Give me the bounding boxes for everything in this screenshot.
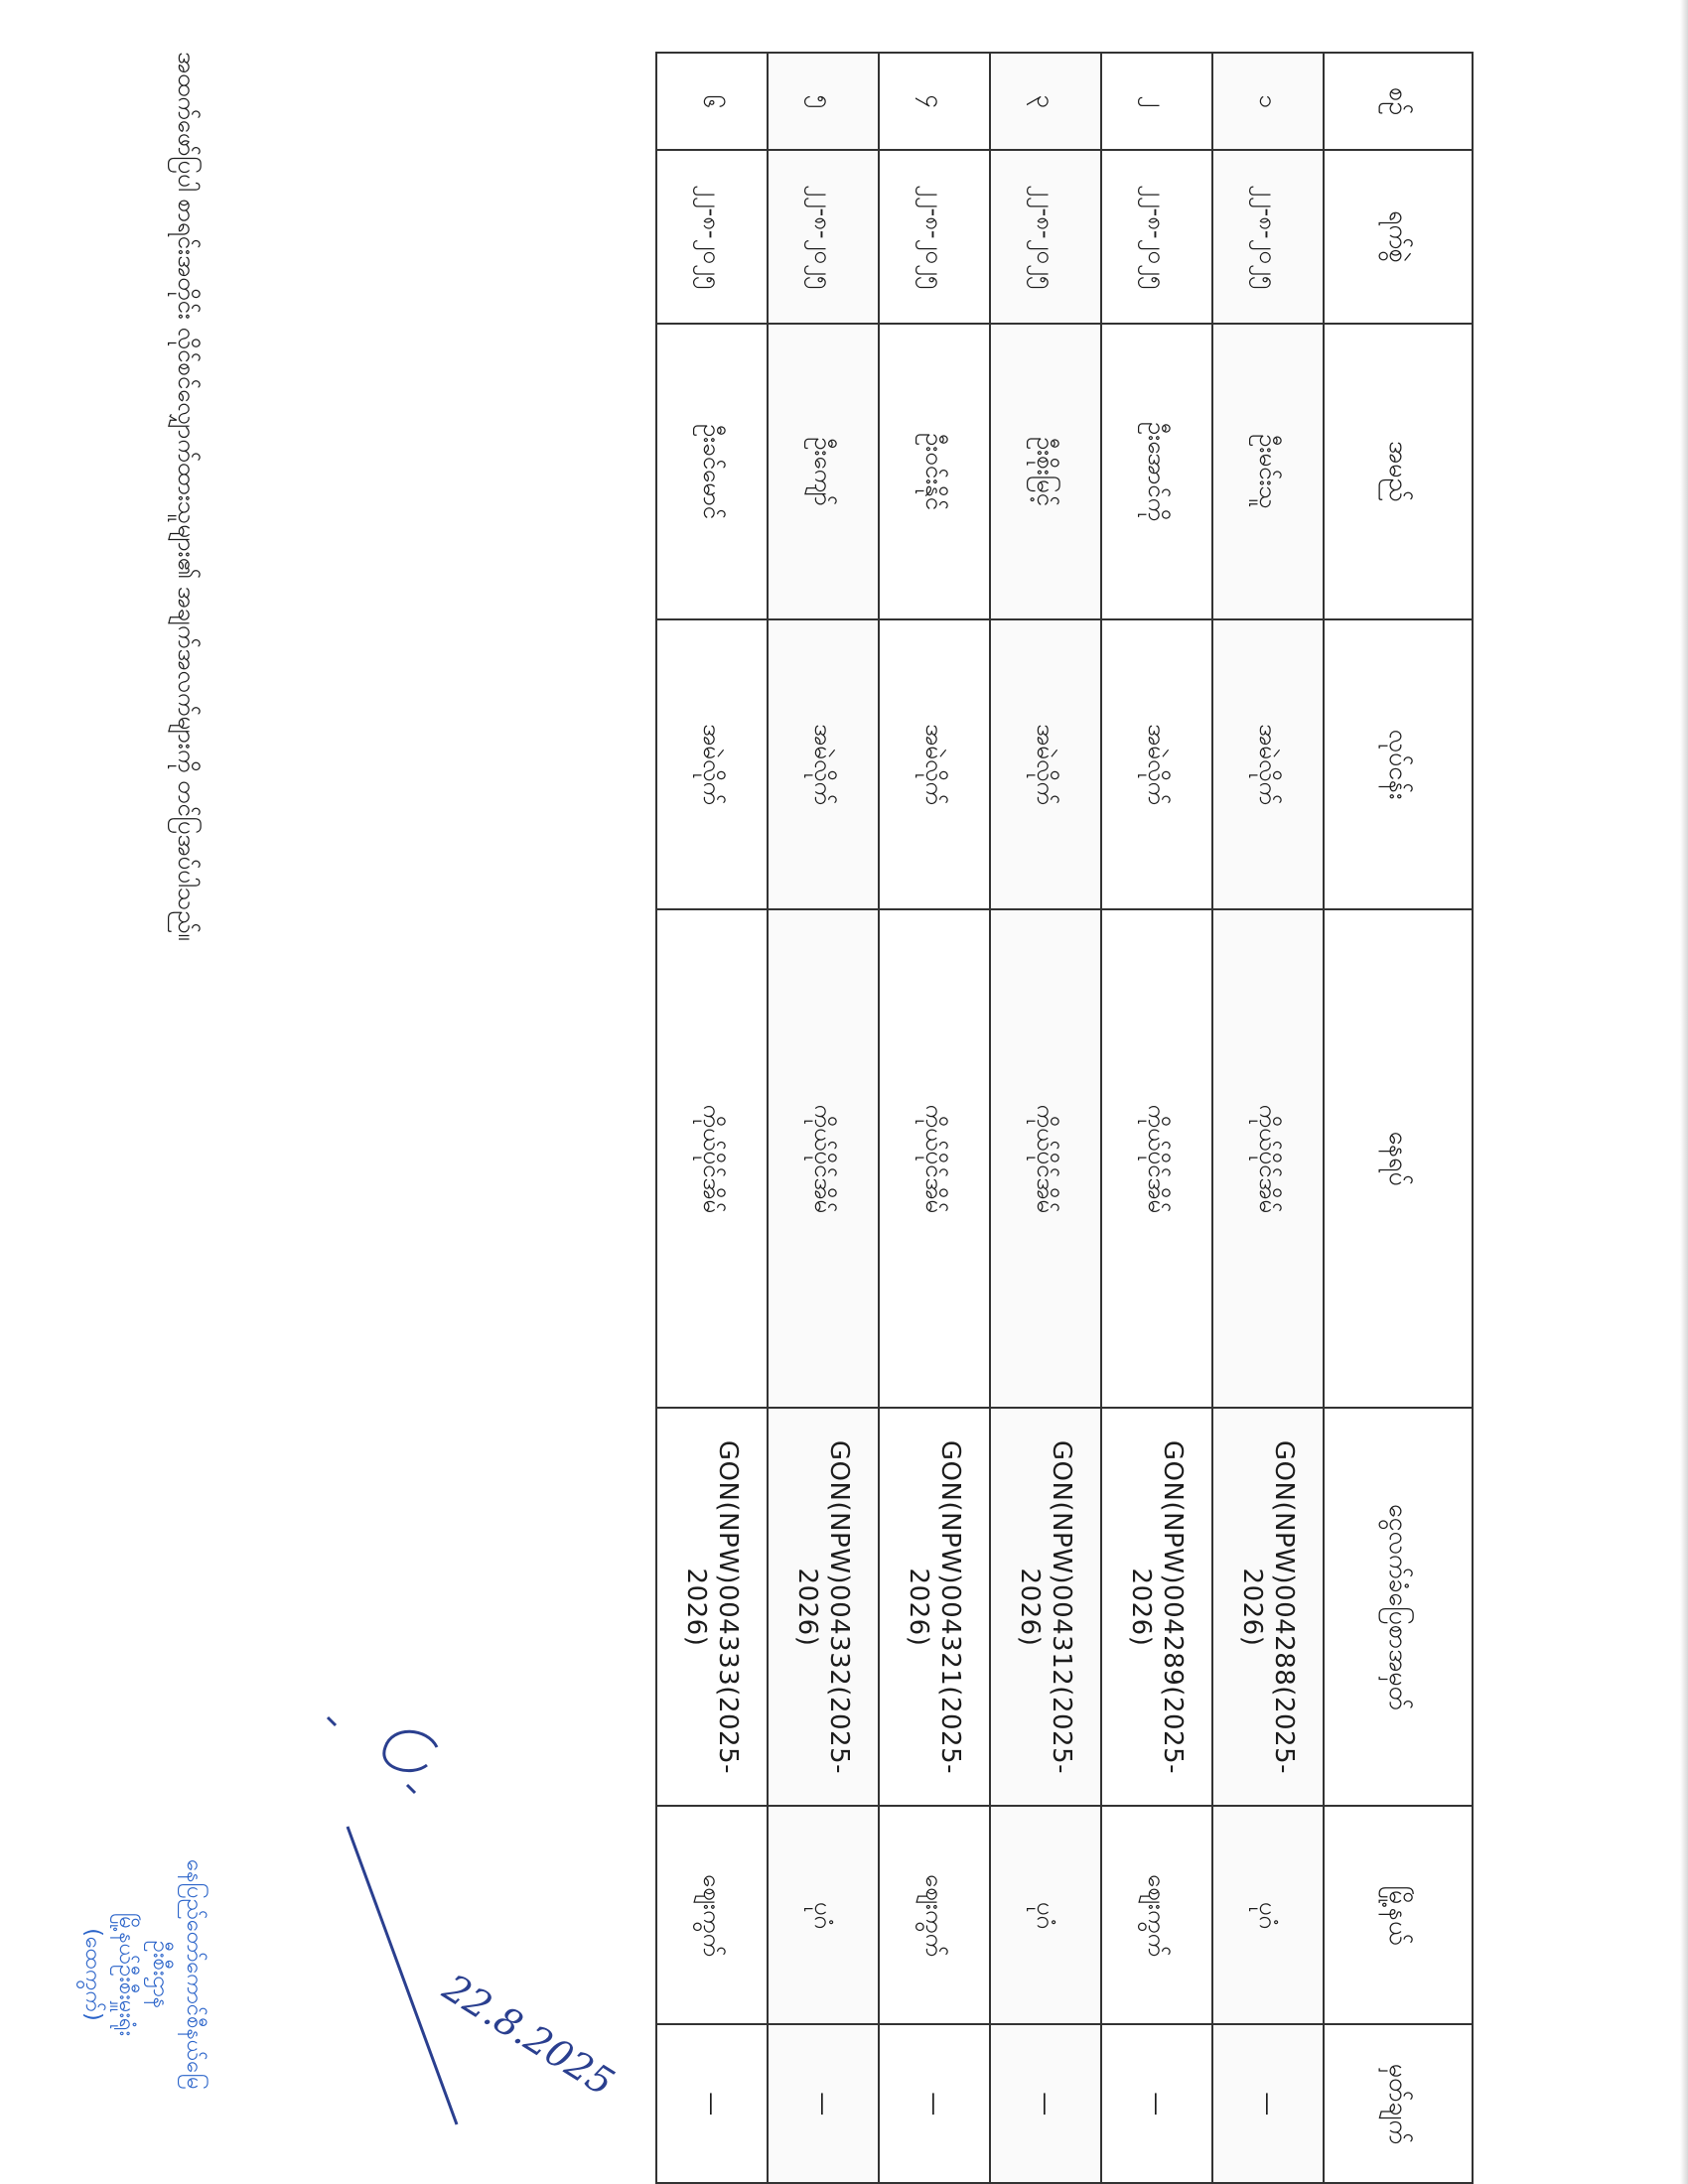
cell-name: ဦးကျော် [768,324,879,619]
cell-remark: — [1212,2024,1324,2183]
cell-township: ဈေးကွက် [656,1806,768,2024]
header-type: လုပ်ငန်း [1324,619,1473,909]
table-header-row [1324,53,1473,2183]
registration-table [655,52,1474,2184]
cell-name: ဦးခင်မောင် [656,324,768,619]
cell-no: ၆ [656,53,768,150]
cell-license: GON(NPW)004332(2025-2026) [768,1408,879,1806]
cell-location: ကိုယ်ပိုင်အိမ် [879,909,990,1408]
signature-date: 22.8.2025 [435,1966,623,2105]
cell-type: အမဲလိုက် [768,619,879,909]
cell-township: ပုဂံ [1212,1806,1324,2024]
cell-type: အမဲလိုက် [879,619,990,909]
cell-location: ကိုယ်ပိုင်အိမ် [990,909,1101,1408]
stamp-line-2: ဦးစီးဌာန [147,1940,173,2009]
stamp-line-4: (ထေကွက်) [79,1928,105,2021]
cell-license: GON(NPW)004333(2025-2026) [656,1408,768,1806]
office-stamp [75,1771,211,2178]
cell-date: ၂၂-၈-၂၀၂၅ [1101,150,1212,323]
cell-remark: — [768,2024,879,2183]
footnote-text: အထက်ဖော်ပြပါ စာရင်းအတိုင်း လိုင်စင်လျှောက်ထားသူများ၏ အချက်အလက်များကို တင်ပြအပ်ပါသည်။ [173,52,201,941]
stamp-line-1: နေပြည်တော်ကောင်စီနယ်မြေ [182,1859,207,2090]
table-row [1101,53,1212,2183]
header-license: ငွေလက်ခံပြေစာအမှတ် [1324,1408,1473,1806]
cell-name: ဦးမင်းသူ [1212,324,1324,619]
cell-remark: — [879,2024,990,2183]
table-row [656,53,768,2183]
cell-remark: — [656,2024,768,2183]
cell-no: ၁ [1212,53,1324,150]
cell-name: ဦးဝင်းနိုင် [879,324,990,619]
signature-scribble-icon [248,1707,467,2184]
header-remark: မှတ်ချက် [1324,2024,1473,2183]
header-township: မြို့နယ် [1324,1806,1473,2024]
cell-township: ဈေးကွက် [879,1806,990,2024]
cell-type: အမဲလိုက် [990,619,1101,909]
cell-location: ကိုယ်ပိုင်အိမ် [768,909,879,1408]
header-location: နေရပ် [1324,909,1473,1408]
cell-license: GON(NPW)004312(2025-2026) [990,1408,1101,1806]
cell-no: ၃ [990,53,1101,150]
cell-location: ကိုယ်ပိုင်အိမ် [1101,909,1212,1408]
cell-township: ပုဂံ [990,1806,1101,2024]
cell-no: ၂ [1101,53,1212,150]
header-date: ရက်စွဲ [1324,150,1473,323]
cell-name: ဦးအောင်ကို [1101,324,1212,619]
cell-date: ၂၂-၈-၂၀၂၅ [656,150,768,323]
cell-township: ဈေးကွက် [1101,1806,1212,2024]
cell-date: ၂၂-၈-၂၀၂၅ [990,150,1101,323]
table-row [768,53,879,2183]
cell-no: ၄ [879,53,990,150]
header-no: စဉ် [1324,53,1473,150]
header-name: အမည် [1324,324,1473,619]
cell-date: ၂၂-၈-၂၀၂၅ [1212,150,1324,323]
cell-license: GON(NPW)004321(2025-2026) [879,1408,990,1806]
cell-license: GON(NPW)004289(2025-2026) [1101,1408,1212,1806]
cell-no: ၅ [768,53,879,150]
cell-type: အမဲလိုက် [1212,619,1324,909]
cell-name: ဦးစိုးမြင့် [990,324,1101,619]
cell-location: ကိုယ်ပိုင်အိမ် [656,909,768,1408]
cell-remark: — [1101,2024,1212,2183]
cell-location: ကိုယ်ပိုင်အိမ် [1212,909,1324,1408]
cell-date: ၂၂-၈-၂၀၂၅ [768,150,879,323]
table-row [1212,53,1324,2183]
signature [248,1707,467,2184]
cell-date: ၂၂-၈-၂၀၂၅ [879,150,990,323]
cell-type: အမဲလိုက် [656,619,768,909]
stamp-line-3: မြို့နယ်ဦးစီးမှူးရုံး [113,1912,139,2037]
cell-remark: — [990,2024,1101,2183]
cell-type: အမဲလိုက် [1101,619,1212,909]
cell-license: GON(NPW)004288(2025-2026) [1212,1408,1324,1806]
table-row [879,53,990,2183]
cell-township: ပုဂံ [768,1806,879,2024]
table-row [990,53,1101,2183]
